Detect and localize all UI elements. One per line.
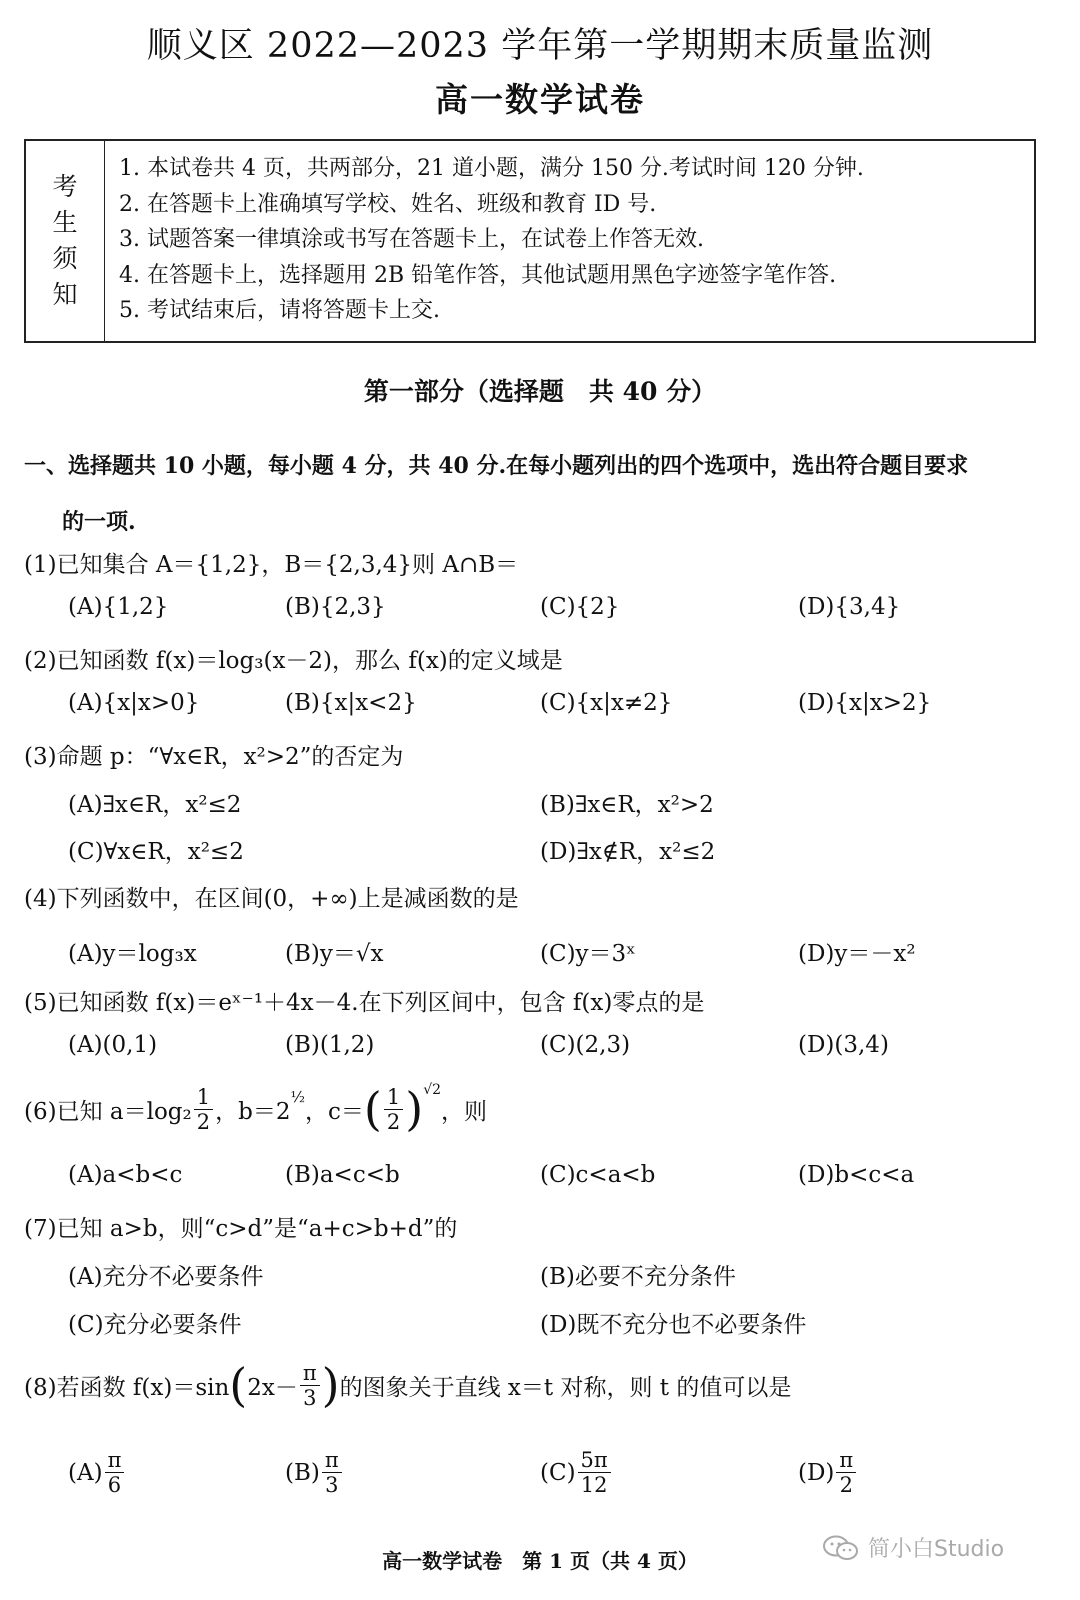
q1-option-b: (B){2,3}	[285, 594, 386, 620]
watermark-text: 简小白Studio	[868, 1537, 1005, 1562]
q5-option-b: (B)(1,2)	[285, 1032, 375, 1058]
q4-option-a: (A)y＝log₃x	[68, 941, 197, 967]
notice-label-char: 考	[52, 172, 78, 201]
section-instruction-line: 一、选择题共 10 小题，每小题 4 分，共 40 分.在每小题列出的四个选项中，选出符合题目要求	[24, 453, 969, 479]
notice-item: 5. 考试结束后，请将答题卡上交.	[119, 298, 440, 323]
q6-b-part: ，b＝2	[215, 1098, 291, 1125]
q6-suffix: ，则	[441, 1098, 488, 1125]
option-fraction	[322, 1448, 342, 1497]
q3-option-a: (A)∃x∈R，x²≤2	[68, 792, 242, 818]
option-label: (D)	[798, 1459, 835, 1486]
q7-option-b: (B)必要不充分条件	[540, 1264, 736, 1290]
right-paren: )	[405, 1082, 424, 1136]
notice-item: 2. 在答题卡上准确填写学校、姓名、班级和教育 ID 号.	[119, 191, 657, 217]
option-label: (A)	[68, 1459, 103, 1486]
q4-option-b: (B)y＝√x	[285, 941, 384, 967]
fraction-denominator: 2	[839, 1473, 853, 1497]
question-2-stem: (2)已知函数 f(x)＝log₃(x－2)，那么 f(x)的定义域是	[24, 648, 563, 674]
q7-option-d: (D)既不充分也不必要条件	[540, 1312, 807, 1338]
option-label: (B)	[285, 1459, 320, 1486]
notice-item: 4. 在答题卡上，选择题用 2B 铅笔作答，其他试题用黑色字迹签字笔作答.	[119, 262, 837, 288]
q6-option-d: (D)b<c<a	[798, 1162, 915, 1188]
part-title: 第一部分（选择题 共 40 分）	[363, 377, 717, 406]
q2-option-a: (A){x|x>0}	[68, 690, 200, 716]
question-1-stem: (1)已知集合 A＝{1,2}，B＝{2,3,4}则 A∩B＝	[24, 552, 519, 578]
q8-prefix: (8)若函数 f(x)＝sin	[24, 1374, 230, 1401]
q6-option-c: (C)c<a<b	[540, 1162, 656, 1188]
q2-option-d: (D){x|x>2}	[798, 690, 932, 716]
notice-item: 1. 本试卷共 4 页，共两部分，21 道小题，满分 150 分.考试时间 120 分钟.	[119, 156, 864, 181]
q1-option-c: (C){2}	[540, 594, 620, 620]
option-fraction	[578, 1448, 611, 1497]
q8-option-b	[285, 1448, 344, 1497]
q7-option-a: (A)充分不必要条件	[68, 1264, 264, 1290]
q5-option-c: (C)(2,3)	[540, 1032, 631, 1058]
option-fraction	[105, 1448, 125, 1497]
fraction-numerator: 1	[194, 1085, 213, 1110]
notice-items	[105, 141, 864, 341]
fraction-numerator: 5π	[578, 1448, 611, 1473]
q6-option-a: (A)a<b<c	[68, 1162, 183, 1188]
q2-option-c: (C){x|x≠2}	[540, 690, 673, 716]
option-fraction	[836, 1448, 856, 1497]
q8-option-d	[798, 1448, 858, 1497]
page-footer: 高一数学试卷 第 1 页（共 4 页）	[382, 1549, 698, 1573]
watermark	[822, 1532, 1004, 1563]
q6-fraction-a	[194, 1085, 213, 1134]
q8-inner: 2x－	[247, 1374, 298, 1401]
fraction-numerator: π	[105, 1448, 125, 1473]
left-paren: (	[363, 1082, 382, 1136]
q2-option-b: (B){x|x<2}	[285, 690, 417, 716]
question-3-stem: (3)命题 p：“∀x∈R，x²>2”的否定为	[24, 744, 404, 770]
question-7-stem: (7)已知 a>b，则“c>d”是“a+c>b+d”的	[24, 1216, 458, 1242]
exam-subtitle: 高一数学试卷	[435, 80, 645, 119]
q4-option-c: (C)y＝3ˣ	[540, 941, 636, 967]
fraction-denominator: 2	[386, 1109, 401, 1134]
q5-option-a: (A)(0,1)	[68, 1032, 158, 1058]
notice-item: 3. 试题答案一律填涂或书写在答题卡上，在试卷上作答无效.	[119, 227, 704, 252]
question-8-stem	[24, 1358, 791, 1412]
fraction-denominator: 3	[303, 1385, 317, 1410]
q3-option-c: (C)∀x∈R，x²≤2	[68, 839, 244, 865]
wechat-icon	[822, 1534, 862, 1562]
q7-option-c: (C)充分必要条件	[68, 1312, 242, 1338]
fraction-denominator: 12	[580, 1473, 608, 1497]
fraction-numerator: 1	[384, 1085, 403, 1110]
q8-fraction	[300, 1361, 320, 1410]
q1-option-d: (D){3,4}	[798, 594, 901, 620]
question-4-stem: (4)下列函数中，在区间(0，+∞)上是减函数的是	[24, 886, 519, 912]
fraction-denominator: 2	[196, 1109, 211, 1134]
left-paren: (	[229, 1358, 248, 1412]
exam-title: 顺义区 2022—2023 学年第一学期期末质量监测	[146, 26, 934, 66]
notice-box	[24, 139, 1036, 343]
right-paren: )	[321, 1358, 340, 1412]
notice-label-char: 知	[52, 280, 78, 309]
q3-option-b: (B)∃x∈R，x²>2	[540, 792, 714, 818]
fraction-denominator: 3	[325, 1473, 339, 1497]
notice-label-char: 生	[52, 208, 78, 237]
q3-option-d: (D)∃x∉R，x²≤2	[540, 839, 716, 865]
q6-option-b: (B)a<c<b	[285, 1162, 400, 1188]
fraction-numerator: π	[300, 1361, 320, 1386]
q8-option-c	[540, 1448, 613, 1497]
q6-c-exponent: √2	[423, 1082, 442, 1098]
q6-prefix: (6)已知 a＝log₂	[24, 1098, 192, 1125]
fraction-numerator: π	[836, 1448, 856, 1473]
notice-label	[26, 141, 105, 341]
notice-label-char: 须	[52, 244, 78, 273]
q1-option-a: (A){1,2}	[68, 594, 169, 620]
option-label: (C)	[540, 1459, 576, 1486]
q6-b-exponent: ½	[290, 1088, 306, 1106]
fraction-numerator: π	[322, 1448, 342, 1473]
q6-fraction-c	[384, 1085, 403, 1134]
q4-option-d: (D)y＝－x²	[798, 941, 916, 967]
q6-c-part: ，c＝	[305, 1098, 364, 1125]
section-instruction-line: 的一项.	[62, 509, 136, 535]
q8-suffix: 的图象关于直线 x＝t 对称，则 t 的值可以是	[339, 1374, 792, 1401]
q8-option-a	[68, 1448, 126, 1497]
q5-option-d: (D)(3,4)	[798, 1032, 889, 1058]
question-5-stem: (5)已知函数 f(x)＝eˣ⁻¹＋4x－4.在下列区间中，包含 f(x)零点的是	[24, 990, 705, 1016]
fraction-denominator: 6	[107, 1473, 122, 1497]
question-6-stem	[24, 1082, 487, 1136]
section-instruction	[24, 438, 1054, 550]
